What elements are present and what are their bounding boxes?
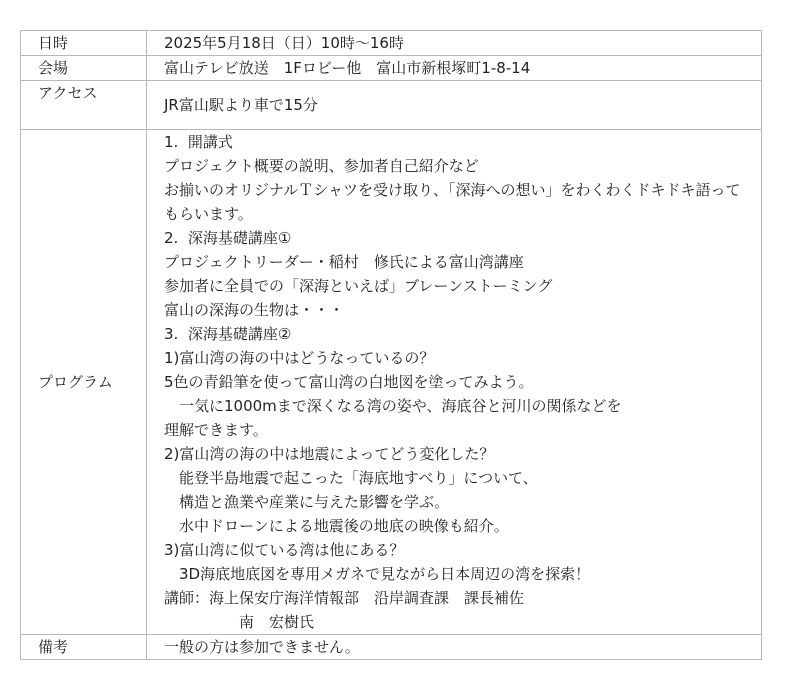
program-line: 5色の青鉛筆を使って富山湾の白地図を塗ってみよう。	[164, 373, 534, 391]
program-line: 2)富山湾の海の中は地震によってどう変化した？	[164, 445, 495, 463]
program-line: プロジェクトリーダー・稲村 修氏による富山湾講座	[164, 253, 524, 271]
datetime-row	[21, 31, 762, 56]
venue-value: 富山テレビ放送 1Fロビー他 富山市新根塚町1-8-14	[147, 56, 762, 81]
program-line: 構造と漁業や産業に与えた影響を学ぶ。	[164, 493, 450, 511]
program-line: 能登半島地震で起こった「海底地すべり」について、	[164, 469, 538, 487]
program-line: 3)富山湾に似ている湾は他にある？	[164, 541, 405, 559]
program-line: 南 宏樹氏	[164, 613, 315, 631]
program-line: 富山の深海の生物は・・・	[164, 301, 345, 319]
program-row	[21, 130, 762, 635]
access-label: アクセス	[21, 81, 147, 130]
program-line: 水中ドローンによる地震後の地底の映像も紹介。	[164, 517, 509, 535]
program-line: 3. 深海基礎講座②	[164, 325, 292, 343]
program-line: お揃いのオリジナルＴシャツを受け取り、「深海への想い」をわくわくドキドキ語ってもらいます。	[164, 181, 741, 223]
program-line: 講師：海上保安庁海洋情報部 沿岸調査課 課長補佐	[164, 589, 525, 607]
access-value: JR富山駅より車で15分	[147, 81, 762, 130]
datetime-label: 日時	[21, 31, 147, 56]
notes-value: 一般の方は参加できません。	[147, 635, 762, 660]
program-content	[147, 130, 762, 635]
venue-label: 会場	[21, 56, 147, 81]
access-row	[21, 81, 762, 130]
program-line: 3D海底地底図を専用メガネで見ながら日本周辺の湾を探索！	[164, 565, 591, 583]
program-line: 1)富山湾の海の中はどうなっているの？	[164, 349, 435, 367]
program-line: 1. 開講式	[164, 133, 233, 151]
venue-row	[21, 56, 762, 81]
program-line: 2. 深海基礎講座①	[164, 229, 292, 247]
program-line: プロジェクト概要の説明、参加者自己紹介など	[164, 157, 479, 175]
notes-row	[21, 635, 762, 660]
notes-label: 備考	[21, 635, 147, 660]
datetime-value: 2025年5月18日（日）10時～16時	[147, 31, 762, 56]
program-line: 参加者に全員での「深海といえば」ブレーンストーミング	[164, 277, 553, 295]
program-line: 一気に1000mまで深くなる湾の姿や、海底谷と河川の関係などを	[164, 397, 622, 415]
program-line: 理解できます。	[164, 421, 268, 439]
event-info-table	[20, 30, 762, 660]
program-label: プログラム	[21, 130, 147, 635]
